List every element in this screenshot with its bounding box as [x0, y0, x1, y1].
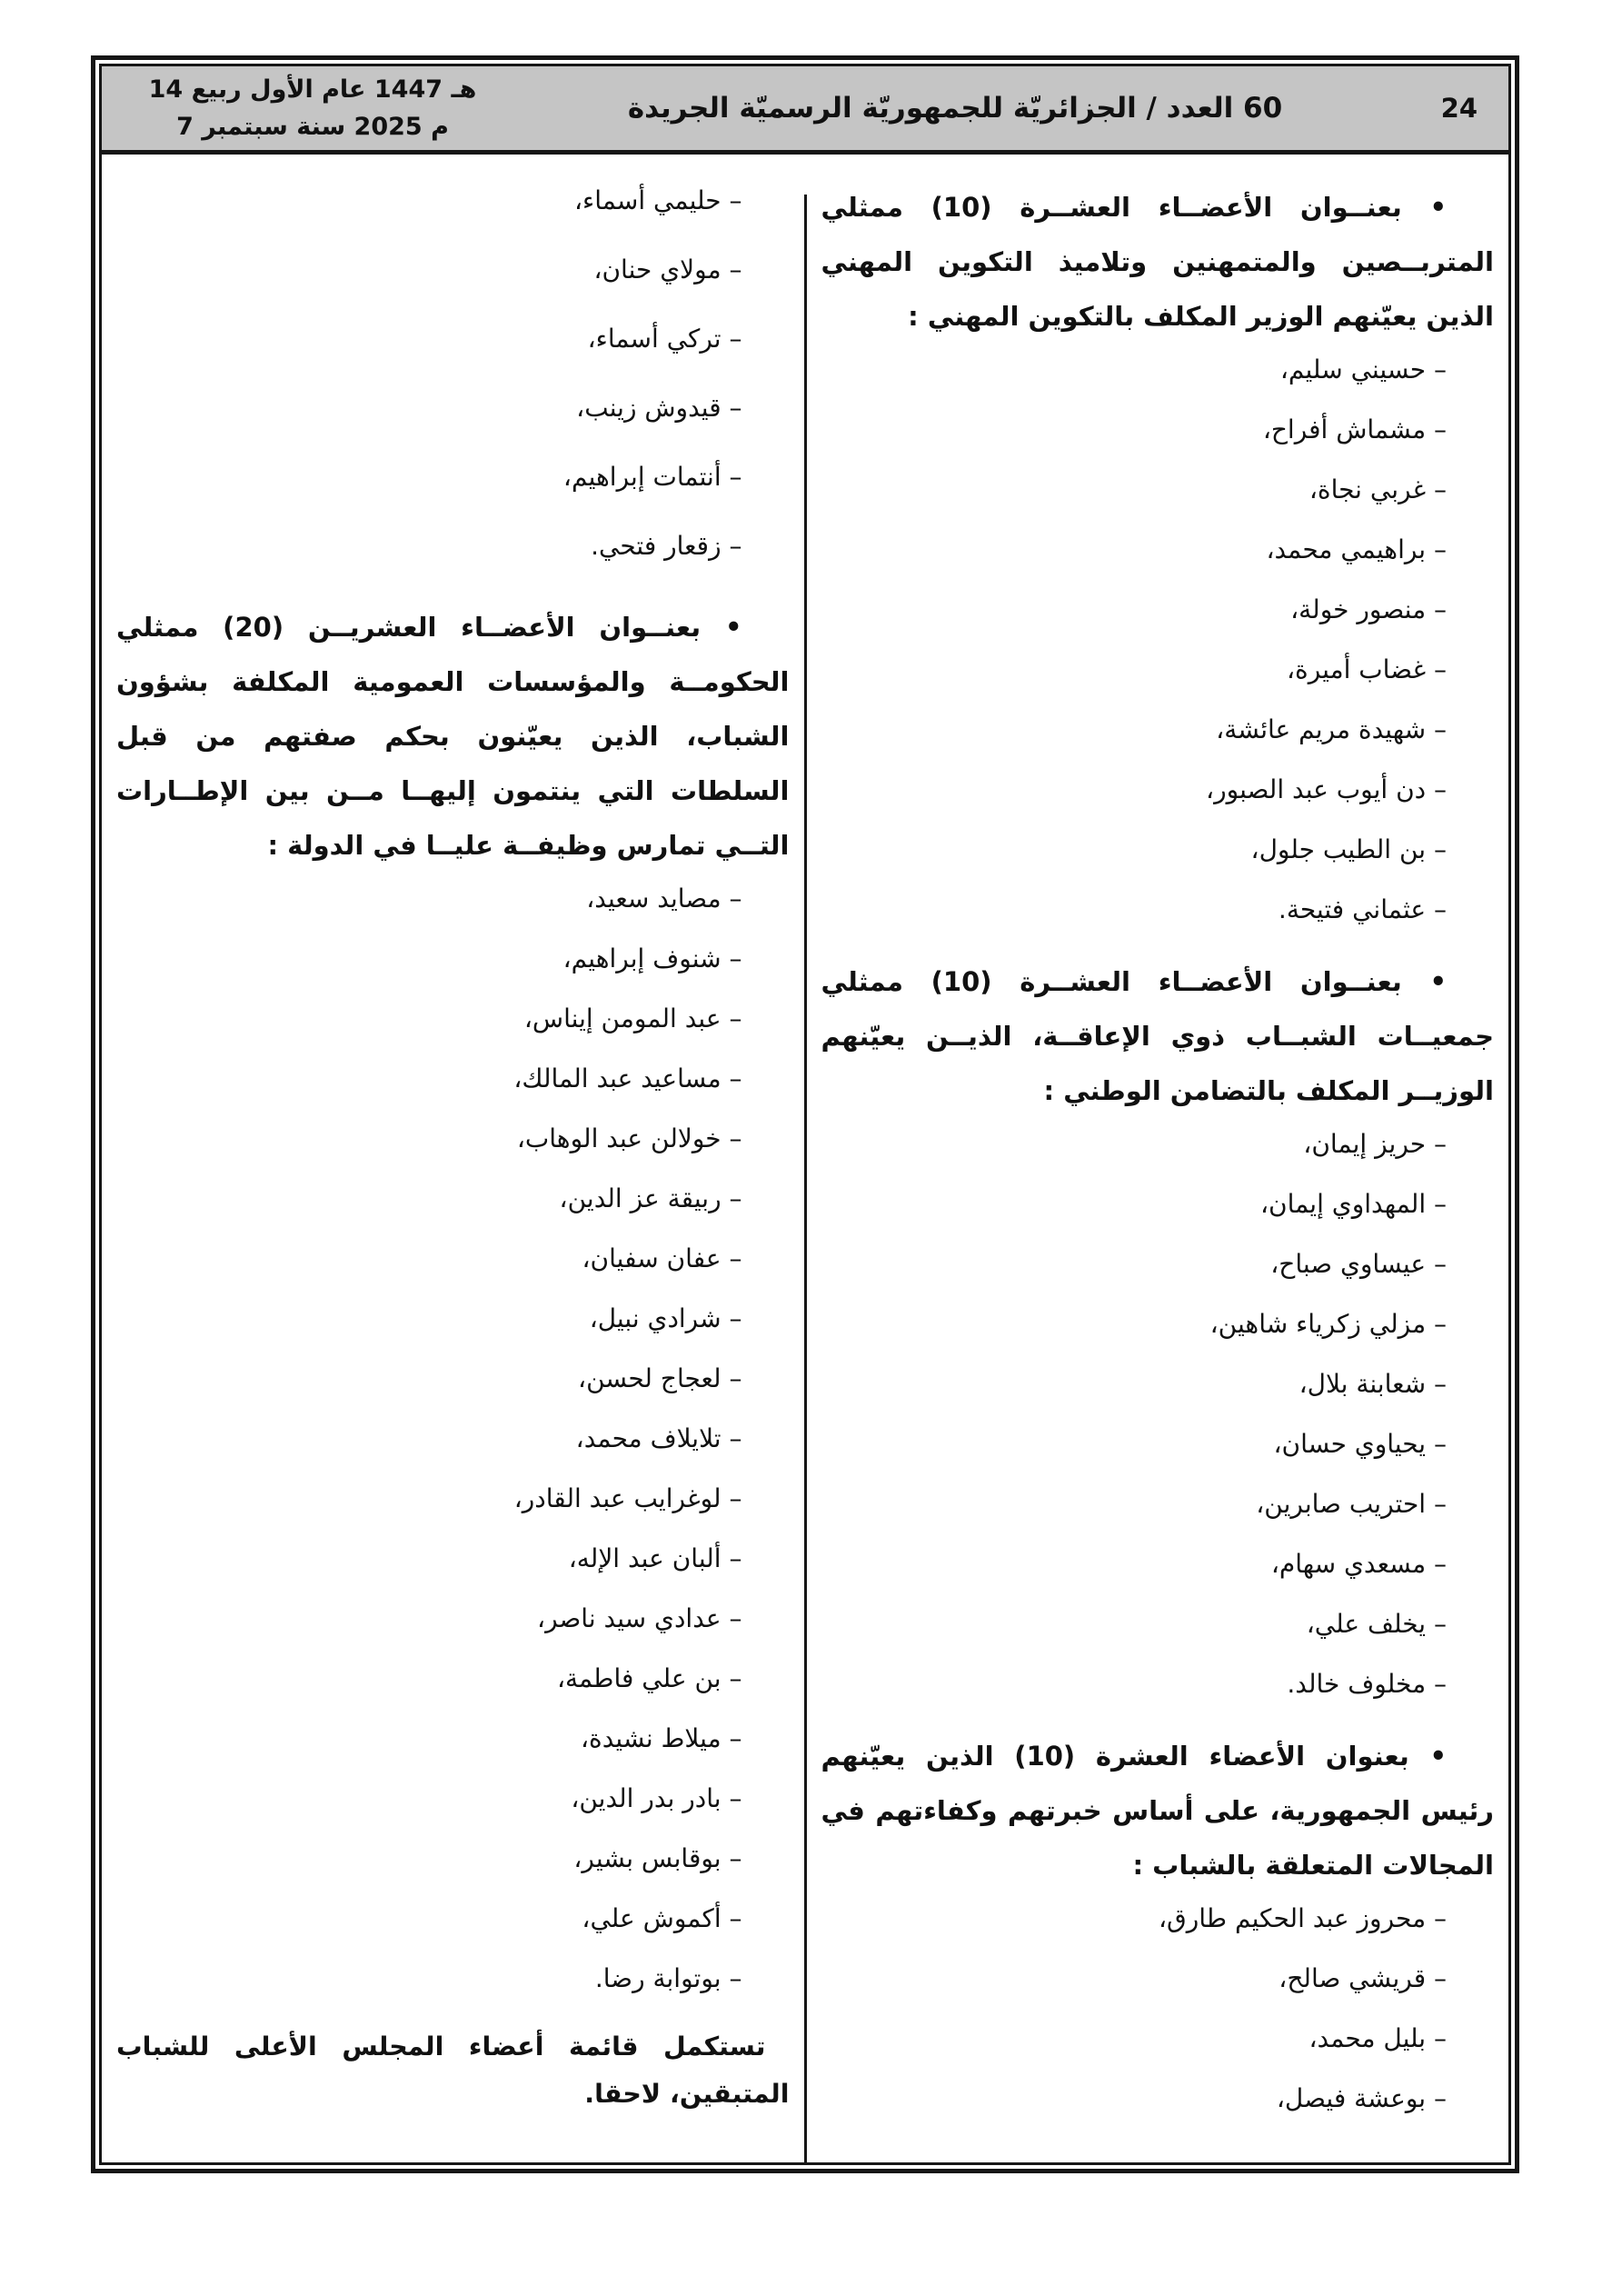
member-name-item: – دن أيوب عبد الصبور، — [1206, 774, 1447, 804]
member-name-item: – شنوف إبراهيم، — [562, 943, 742, 973]
section-heading: • بعنوان الأعضاء العشرة (10) الذين يعيّنهم رئيس الجمهورية، على أساس خبرتهم وكفاءتهم في المجالات المتعلقة بالشباب : — [821, 1741, 1494, 1881]
member-name-item: – مولاي حنان، — [593, 255, 742, 285]
inner-frame — [99, 64, 1511, 2165]
member-name-item: – مزلي زكرياء شاهين، — [1209, 1309, 1447, 1339]
member-name-item: – عيساوي صباح، — [1270, 1249, 1447, 1279]
member-name-item: – عدادي سيد ناصر، — [537, 1603, 742, 1633]
member-name-item: – المهداوي إيمان، — [1259, 1189, 1447, 1219]
member-name-item: – ألبان عبد الإله، — [568, 1543, 742, 1573]
member-name-item: – أنتمات إبراهيم، — [562, 462, 742, 492]
member-name-item: – مساعيد عبد المالك، — [513, 1063, 742, 1093]
member-name-item: – ميلاط نشيدة، — [581, 1723, 742, 1753]
member-name-item: – بوعشة فيصل، — [1276, 2083, 1447, 2113]
closing-note: تستكمل قائمة أعضاء المجلس الأعلى للشباب المتبقين، لاحقا. — [116, 2031, 790, 2109]
names-list — [818, 1903, 1498, 2113]
member-name-item: – حليمي أسماء، — [573, 185, 742, 215]
member-name-item: – لعجاج لحسن، — [578, 1363, 742, 1393]
member-name-item: – شعابنة بلال، — [1299, 1369, 1447, 1399]
content-right-column — [807, 155, 1509, 2162]
member-name-item: – شرادي نبيل، — [589, 1303, 742, 1333]
member-name-item: – حسيني سليم، — [1279, 354, 1447, 384]
header-dates — [102, 71, 511, 145]
member-name-item: – مصايد سعيد، — [586, 883, 742, 913]
member-name-item: – ربيقة عز الدين، — [559, 1183, 742, 1213]
page-frame — [91, 55, 1519, 2173]
member-name-item: – غربي نجاة، — [1309, 474, 1447, 504]
member-name-item: – مشماش أفراح، — [1262, 414, 1447, 444]
names-list-continued — [113, 155, 793, 561]
member-name-item: – قيدوش زينب، — [576, 393, 742, 423]
header-band — [102, 66, 1508, 155]
member-name-item: – تلايلاف محمد، — [575, 1423, 742, 1453]
member-name-item: – شهيدة مريم عائشة، — [1216, 714, 1447, 744]
member-name-item: – عثماني فتيحة. — [1278, 894, 1447, 924]
names-list — [818, 354, 1498, 924]
page-number: 24 — [1440, 93, 1478, 124]
member-name-item: – غضاب أميرة، — [1287, 654, 1447, 684]
names-list — [818, 1129, 1498, 1699]
member-name-item: – بوتوابة رضا. — [594, 1963, 742, 1993]
gregorian-date: 7 سبتمبر‎ سنة‎ 2025 م — [176, 113, 449, 141]
member-name-item: – بليل محمد، — [1309, 2023, 1447, 2053]
member-name-item: – لوغرايب عبد القادر، — [513, 1483, 742, 1513]
content-left-column — [102, 155, 804, 2162]
member-name-item: – قريشي صالح، — [1279, 1963, 1447, 1993]
journal-title: الجريدة‎ الرسميّة‎ للجمهوريّة‎ الجزائريّة‎ / العدد‎ 60 — [627, 92, 1283, 125]
section-heading: • بعنــوان الأعضــاء العشريــن (20) ممثلي الحكومــة والمؤسسات العمومية المكلفة بشؤون الشباب، الذين يعيّنون بحكم صفتهم من قبل السلطات التي ينتمون إليهــا مــن بين الإطــارات التــي تمارس وظيفــة عليــا في الدولة : — [116, 612, 790, 861]
column-divider — [804, 195, 807, 2162]
member-name-item: – زقعار فتحي. — [591, 531, 742, 561]
section-heading: • بعنــوان الأعضــاء العشــرة (10) ممثلي جمعيــات الشبــاب ذوي الإعاقــة، الذيــن يعيّنهم الوزيــر المكلف بالتضامن الوطني : — [821, 966, 1494, 1106]
member-name-item: – مخلوف خالد. — [1287, 1669, 1447, 1699]
member-name-item: – أكموش علي، — [582, 1903, 742, 1933]
member-name-item: – بادر بدر الدين، — [571, 1783, 742, 1813]
member-name-item: – عفان سفيان، — [582, 1243, 742, 1273]
section-heading: • بعنــوان الأعضــاء العشــرة (10) ممثلي المتربــصين والمتمهنين وتلاميذ التكوين المهني الذين يعيّنهم الوزير المكلف بالتكوين المهني : — [821, 192, 1494, 332]
member-name-item: – بن الطيب جلول، — [1250, 834, 1447, 864]
member-name-item: – احتريب صابرين، — [1256, 1489, 1447, 1519]
names-list — [113, 883, 793, 1993]
member-name-item: – منصور خولة، — [1290, 594, 1447, 624]
member-name-item: – عبد المومن إيناس، — [523, 1003, 742, 1033]
member-name-item: – براهيمي محمد، — [1266, 534, 1447, 564]
member-name-item: – خولالن عبد الوهاب، — [516, 1123, 742, 1153]
member-name-item: – حريز إيمان، — [1303, 1129, 1447, 1159]
member-name-item: – محروز عبد الحكيم طارق، — [1158, 1903, 1447, 1933]
member-name-item: – بوقابس بشير، — [573, 1843, 742, 1873]
member-name-item: – تركي أسماء، — [587, 324, 742, 354]
body-area — [102, 155, 1508, 2162]
member-name-item: – يخلف علي، — [1306, 1609, 1447, 1639]
member-name-item: – يحياوي حسان، — [1273, 1429, 1447, 1459]
member-name-item: – مسعدي سهام، — [1270, 1549, 1447, 1579]
member-name-item: – بن علي فاطمة، — [556, 1663, 742, 1693]
hijri-date: 14 ربيع‎ الأول‎ عام‎ 1447 هـ — [148, 75, 477, 104]
